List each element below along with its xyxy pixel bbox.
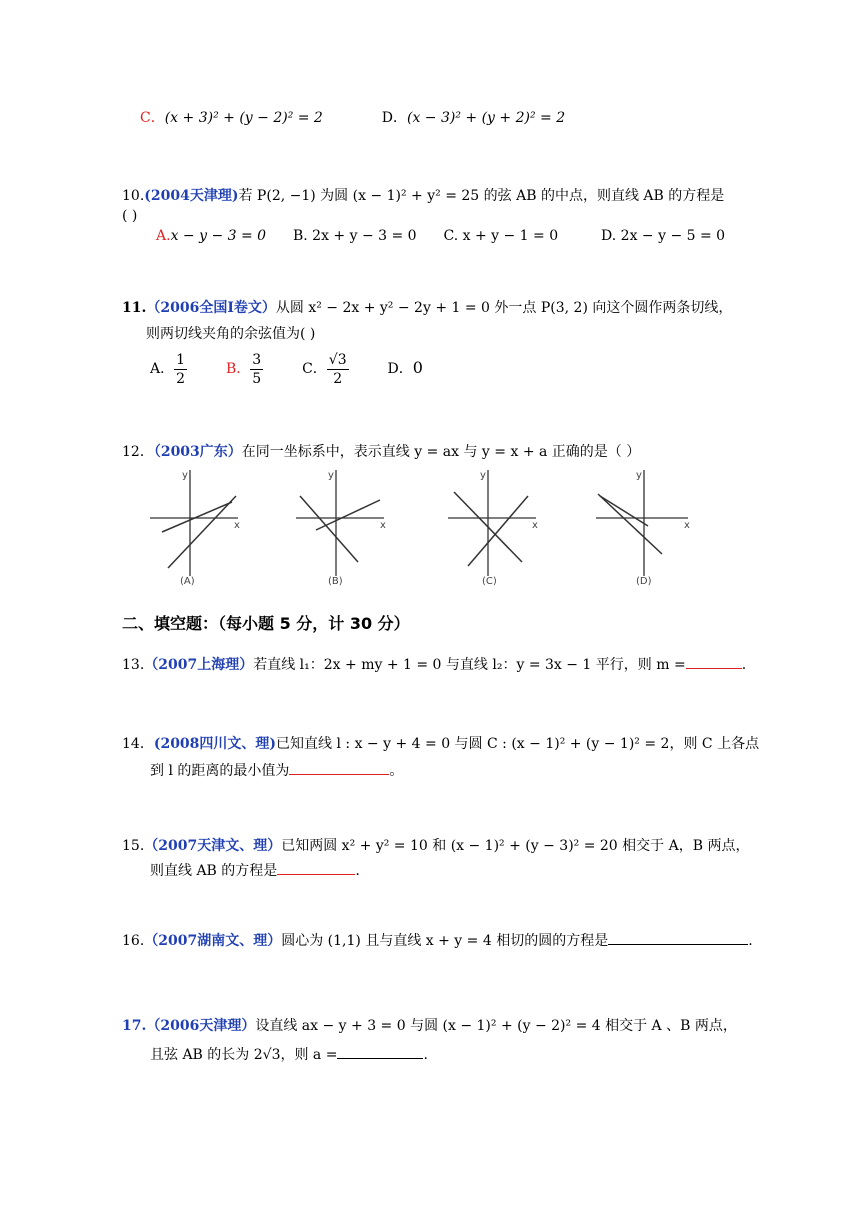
svg-text:y: y xyxy=(182,470,188,481)
q11-c-label: C． xyxy=(302,361,327,377)
q9-c-label: C． xyxy=(140,110,165,126)
q9-options xyxy=(140,108,565,128)
svg-text:x: x xyxy=(234,520,240,531)
q15-text1: 已知两圆 x² + y² = 10 和 (x − 1)² + (y − 3)² = 20 相交于 A，B 两点， xyxy=(281,838,750,854)
graph-c xyxy=(448,466,540,590)
svg-text:y: y xyxy=(480,470,486,481)
q15-answer-blank[interactable] xyxy=(277,860,355,875)
q11-options xyxy=(150,348,423,389)
q13-number: 13. xyxy=(122,657,145,673)
q14-end: 。 xyxy=(389,763,404,779)
q10-source: (2004天津理) xyxy=(144,188,239,204)
q16-source: （2007湖南文、理） xyxy=(144,933,282,949)
svg-text:x: x xyxy=(532,520,538,531)
q13-source: （2007上海理） xyxy=(144,657,254,673)
q12-stem xyxy=(122,442,640,462)
q16-stem xyxy=(122,930,753,951)
q17-line2 xyxy=(150,1044,428,1065)
graph-b xyxy=(296,466,388,590)
q13-stem xyxy=(122,654,746,675)
q11-a-label: A． xyxy=(150,361,175,377)
q17-answer-blank[interactable] xyxy=(337,1044,423,1059)
q9-c-expr: (x + 3)² + (y − 2)² = 2 xyxy=(164,110,323,126)
q14-text1: 已知直线 l : x − y + 4 = 0 与圆 C : (x − 1)² + (y − 1)² = 2，则 C 上各点 xyxy=(276,736,760,752)
q11-stem xyxy=(122,298,732,318)
q9-d-expr: (x − 3)² + (y + 2)² = 2 xyxy=(406,110,566,126)
q17-stem xyxy=(122,1016,737,1036)
q15-source: （2007天津文、理） xyxy=(144,838,282,854)
q11-text2: 则两切线夹角的余弦值为( ) xyxy=(146,326,316,342)
q17-end: . xyxy=(423,1047,428,1063)
q14-source: (2008四川文、理) xyxy=(153,736,277,752)
q10-opt-d: D. 2x − y − 5 = 0 xyxy=(601,228,726,244)
q11-c-fraction: $\frac{√3}{2}$ xyxy=(328,351,347,387)
q13-answer-blank[interactable] xyxy=(686,654,742,669)
q12-number: 12． xyxy=(122,444,154,460)
svg-text:x: x xyxy=(684,520,690,531)
q15-stem xyxy=(122,836,749,856)
q14-answer-blank[interactable] xyxy=(289,760,389,775)
q12-source: （2003广东） xyxy=(153,444,242,460)
q10-text: 若 P(2, −1) 为圆 (x − 1)² + y² = 25 的弦 AB 的中点，则直线 AB 的方程是 xyxy=(238,188,725,204)
q14-line2 xyxy=(150,760,403,781)
graph-a-label: (A) xyxy=(180,576,195,587)
q16-answer-blank[interactable] xyxy=(608,930,748,945)
q10-paren: ( ) xyxy=(122,208,138,224)
q14-number: 14． xyxy=(122,736,154,752)
q11-a-fraction: $\frac{1}{2}$ xyxy=(176,351,186,387)
q16-number: 16. xyxy=(122,933,145,949)
svg-text:y: y xyxy=(636,470,642,481)
q17-text2: 且弦 AB 的长为 2√3，则 a = xyxy=(150,1047,338,1063)
q10-number: 10. xyxy=(122,188,145,204)
q17-number: 17. xyxy=(122,1018,147,1034)
q11-d-label: D． xyxy=(387,361,413,377)
q10-opt-a: x − y − 3 = 0 xyxy=(170,228,267,244)
svg-text:x: x xyxy=(380,520,386,531)
graph-c-label: (C) xyxy=(482,576,497,587)
q11-number: 11. xyxy=(122,300,147,316)
q14-stem xyxy=(122,734,759,754)
q16-text: 圆心为 (1,1) 且与直线 x + y = 4 相切的圆的方程是 xyxy=(281,933,609,949)
graph-d xyxy=(596,466,692,590)
q17-source: （2006天津理） xyxy=(146,1018,256,1034)
graph-a xyxy=(150,466,242,590)
graph-d-label: (D) xyxy=(636,576,652,587)
q10-opt-b: B. 2x + y − 3 = 0 xyxy=(292,228,417,244)
q15-number: 15. xyxy=(122,838,145,854)
q11-b-fraction: $\frac{3}{5}$ xyxy=(252,351,262,387)
q13-end: . xyxy=(741,657,747,673)
q15-end: . xyxy=(355,863,360,879)
q11-d-value: 0 xyxy=(412,358,423,377)
q11-source: （2006全国Ⅰ卷文） xyxy=(146,300,276,316)
q10-opt-c: C. x + y − 1 = 0 xyxy=(443,228,559,244)
q10-opt-a-label: A. xyxy=(156,228,171,244)
q15-line2 xyxy=(150,860,360,881)
q16-end: . xyxy=(748,933,753,949)
q10-stem xyxy=(122,186,724,206)
q12-text: 在同一坐标系中，表示直线 y = ax 与 y = x + a 正确的是（ ） xyxy=(241,444,641,460)
svg-text:y: y xyxy=(328,470,334,481)
q17-text1: 设直线 ax − y + 3 = 0 与圆 (x − 1)² + (y − 2)² = 4 相交于 A 、B 两点， xyxy=(255,1018,737,1034)
q11-text1: 从圆 x² − 2x + y² − 2y + 1 = 0 外一点 P(3, 2) 向这个圆作两条切线， xyxy=(275,300,733,316)
q10-options xyxy=(156,226,725,246)
q9-d-label: D． xyxy=(381,110,407,126)
graph-b-label: (B) xyxy=(328,576,343,587)
q14-text2: 到 l 的距离的最小值为 xyxy=(150,763,290,779)
q11-b-label: B． xyxy=(225,361,251,377)
q15-text2: 则直线 AB 的方程是 xyxy=(150,863,278,879)
section-heading: 二、填空题：（每小题 5 分，计 30 分） xyxy=(122,614,410,633)
q13-text: 若直线 l₁：2x + my + 1 = 0 与直线 l₂：y = 3x − 1 平行，则 m = xyxy=(253,657,686,673)
